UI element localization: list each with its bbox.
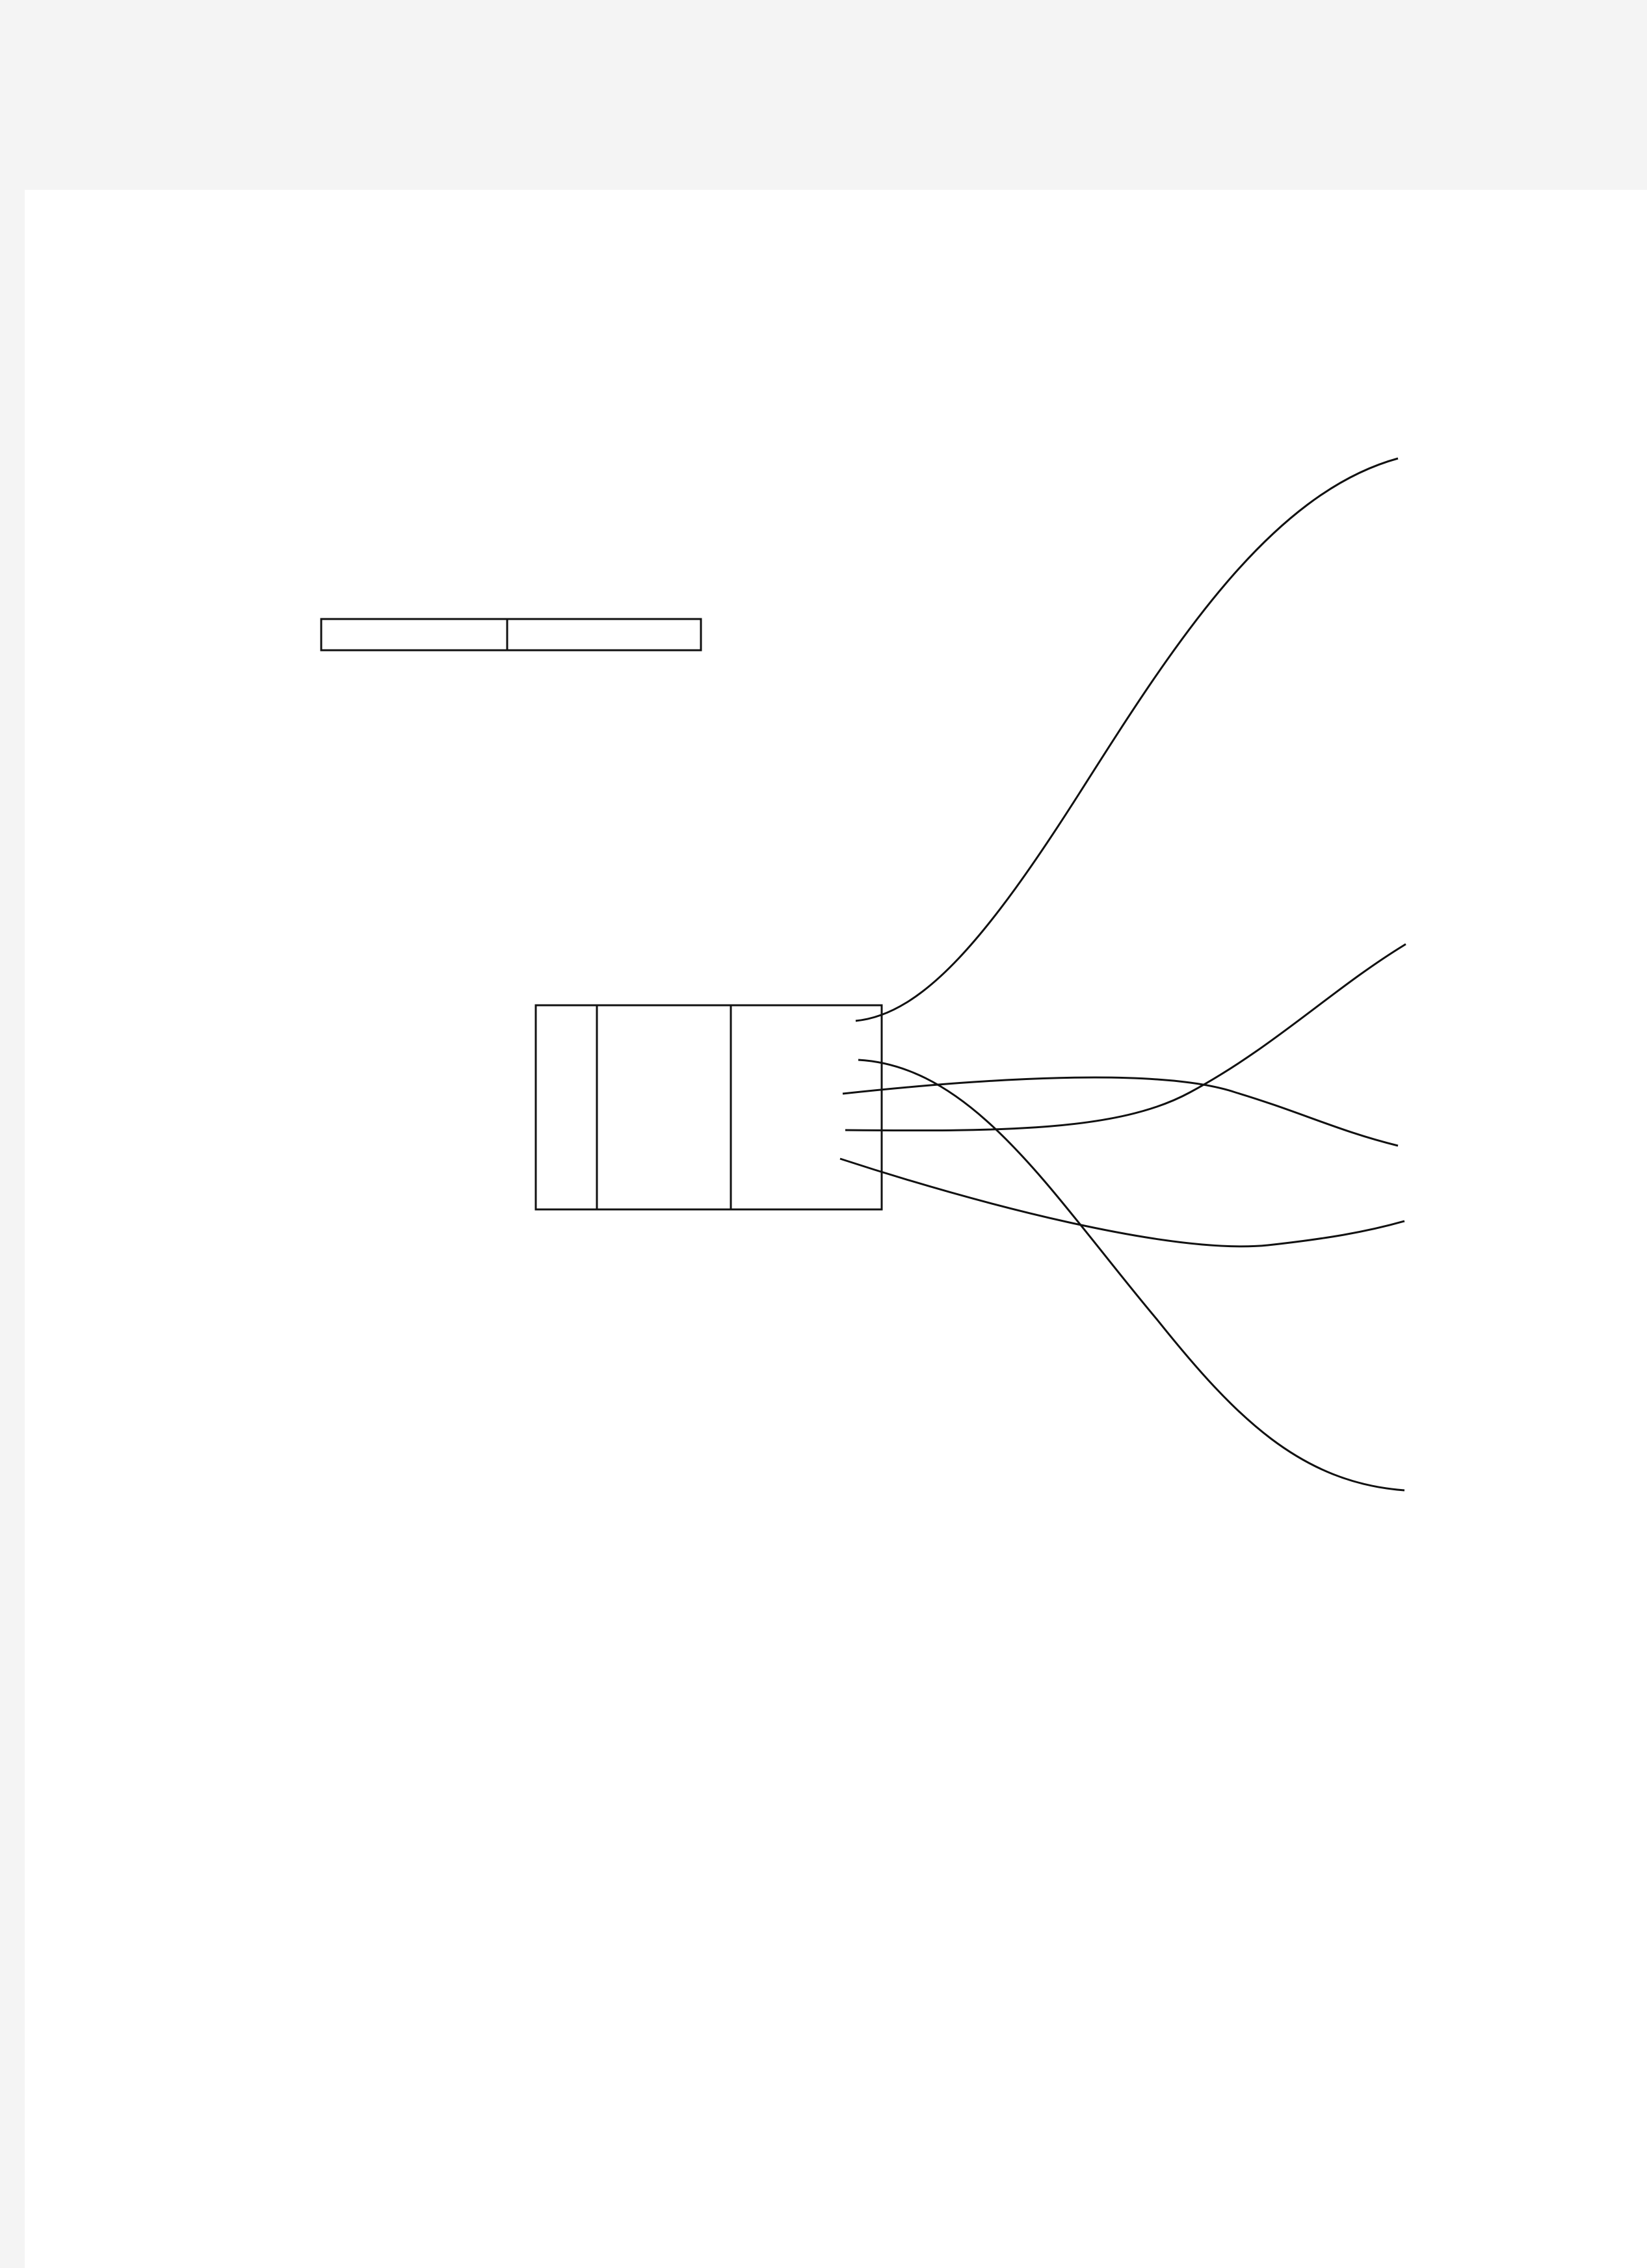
offset-field-box [507,619,701,650]
segment-field-box [321,619,507,650]
segment-table-grid [536,1005,882,1209]
mapping-arrow-row2-4400 [843,1077,1398,1146]
mapping-arrow-row3-3200 [845,944,1406,1131]
mapping-arrow-row0-400 [856,458,1398,1021]
mapping-arrow-row4-4800 [840,1159,1404,1246]
mapping-arrow-row1-6400 [858,1060,1404,1490]
